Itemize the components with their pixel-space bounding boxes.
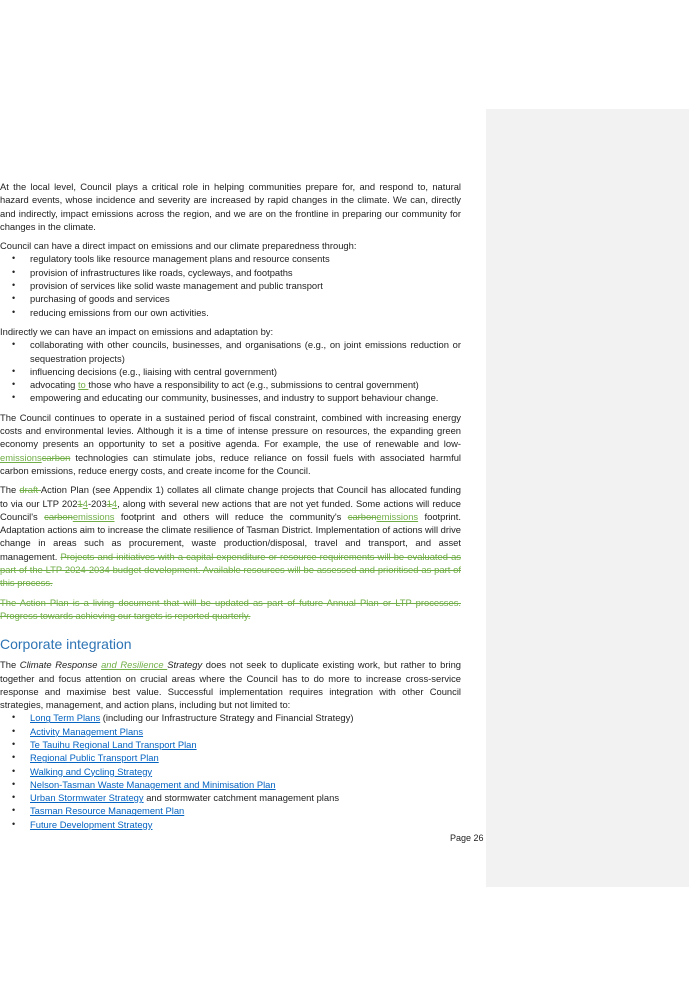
tracked-deletion: Projects and initiatives with a capital expenditure or resource requirements will be evaluated as part of the LTP 2024-2034 budget development. Available resources will be assessed and prioritised as part of this process. <box>0 550 461 589</box>
text-run: technologies can stimulate jobs, reduce reliance on fossil fuels with associated harmful carbon emissions, reduce energy costs, and create income for the Council. <box>0 451 461 476</box>
list-item <box>30 765 461 778</box>
page-number: Page 26 <box>450 833 484 843</box>
list-item <box>30 725 461 738</box>
link-walking-cycling-strategy[interactable]: Walking and Cycling Strategy <box>30 765 153 777</box>
tracked-insertion: to <box>77 379 89 391</box>
text-run: Action Plan (see Appendix 1) collates all climate change projects that Council has allocated funding to via our LTP 202 <box>0 484 461 509</box>
paragraph-local-level: At the local level, Council plays a critical role in helping communities prepare for, and respond to, natural hazard events, whose incidence and severity are increased by rapid changes in the climate. We can, directly and indirectly, impact emissions across the region, and we are on the frontline in preparing our community for changes in the climate. <box>0 181 461 232</box>
link-future-development-strategy[interactable]: Future Development Strategy <box>30 818 153 830</box>
tracked-deletion: draft <box>19 484 41 496</box>
section-heading: Corporate integration <box>0 636 132 653</box>
direct-impact-lead: Council can have a direct impact on emissions and our climate preparedness through: <box>0 240 357 252</box>
list-item <box>30 804 461 817</box>
list-item: • regulatory tools like resource management plans and resource consents <box>30 252 461 265</box>
text-run: and stormwater catchment management plans <box>143 792 340 804</box>
text-run: advocating <box>30 379 78 391</box>
text-run: does not seek to duplicate existing work, but rather to bring together and focus attention on crucial areas where the Council has to do more to increase cross-service response and maximise best value. Successful implementation requires integration with other Council strategies, management, and action plans, including but not limited to: <box>0 659 462 711</box>
comments-margin-pane <box>486 109 689 887</box>
tracked-deletion: 1 <box>106 497 112 509</box>
paragraph-corporate-integration <box>0 658 461 711</box>
strategy-title: Strategy <box>167 659 203 671</box>
text-run: footprint and others will reduce the community's <box>114 510 348 522</box>
indirect-impact-lead: Indirectly we can have an impact on emissions and adaptation by: <box>0 325 274 337</box>
tracked-deletion: carbon <box>347 510 377 522</box>
link-tasman-resource-management-plan[interactable]: Tasman Resource Management Plan <box>30 805 185 817</box>
integration-plans-list <box>0 711 461 831</box>
tracked-insertion: and Resilience <box>101 659 168 671</box>
list-item: • influencing decisions (e.g., liaising with central government) <box>30 365 461 378</box>
tracked-insertion: emissions <box>0 451 42 463</box>
link-regional-land-transport-plan[interactable]: Te Tauihu Regional Land Transport Plan <box>30 738 197 750</box>
indirect-impact-list <box>0 338 461 404</box>
list-item: • provision of services like solid waste management and public transport <box>30 279 461 292</box>
text-run: The <box>0 484 20 496</box>
tracked-deletion: carbon <box>41 451 71 463</box>
text-run: footprint. Adaptation actions aim to increase the climate resilience of Tasman District. Implementation of actions will drive change in areas such as procurement, waste production/disposal, travel and transport, and asset management. <box>0 510 461 562</box>
list-item <box>30 818 461 831</box>
direct-impact-list <box>0 252 461 318</box>
tracked-deletion: 1 <box>77 497 83 509</box>
link-regional-public-transport-plan[interactable]: Regional Public Transport Plan <box>30 752 159 764</box>
document-body <box>0 180 461 837</box>
link-long-term-plans[interactable]: Long Term Plans <box>30 712 101 724</box>
list-item <box>30 378 461 391</box>
strategy-title: Climate Response <box>19 659 102 671</box>
link-waste-management-plan[interactable]: Nelson-Tasman Waste Management and Minimisation Plan <box>30 778 276 790</box>
list-item: • provision of infrastructures like roads, cycleways, and footpaths <box>30 266 461 279</box>
paragraph-fiscal-constraint <box>0 411 461 477</box>
paragraph-living-document <box>0 596 461 623</box>
list-item <box>30 791 461 804</box>
list-item: • collaborating with other councils, businesses, and organisations (e.g., on joint emissions reduction or sequestration projects) <box>30 338 461 365</box>
list-item: • reducing emissions from our own activities. <box>30 306 461 319</box>
text-run: The Council continues to operate in a sustained period of fiscal constraint, combined with increasing energy costs and environmental levies. Although it is a time of intense pressure on resources, the expanding green economy presents an opportunity to set a positive agenda. For example, the use of renewable and low- <box>0 411 461 450</box>
text-run: (including our Infrastructure Strategy and Financial Strategy) <box>100 712 354 724</box>
paragraph-action-plan <box>0 483 461 589</box>
list-item: • purchasing of goods and services <box>30 292 461 305</box>
list-item <box>30 738 461 751</box>
tracked-insertion: 4 <box>82 497 88 509</box>
tracked-insertion: emissions <box>72 510 115 522</box>
list-item: • empowering and educating our community, businesses, and industry to support behaviour change. <box>30 391 461 404</box>
tracked-insertion: 4 <box>111 497 118 509</box>
list-item <box>30 778 461 791</box>
tracked-deletion: carbon <box>44 510 73 522</box>
text-run: , along with several new actions that are not yet funded. Some actions will reduce Council's <box>0 497 461 522</box>
list-item <box>30 751 461 764</box>
list-item <box>30 711 461 724</box>
text-run: -203 <box>87 497 107 509</box>
tracked-insertion: emissions <box>376 510 419 522</box>
text-run: The <box>0 659 20 671</box>
text-run: those who have a responsibility to act (e.g., submissions to central government) <box>88 379 419 391</box>
tracked-deletion: The Action Plan is a living document that will be updated as part of future Annual Plan or LTP processes. Progress towards achieving our targets is reported quarterly. <box>0 596 461 621</box>
link-activity-management-plans[interactable]: Activity Management Plans <box>30 725 144 737</box>
link-urban-stormwater-strategy[interactable]: Urban Stormwater Strategy <box>30 792 144 804</box>
